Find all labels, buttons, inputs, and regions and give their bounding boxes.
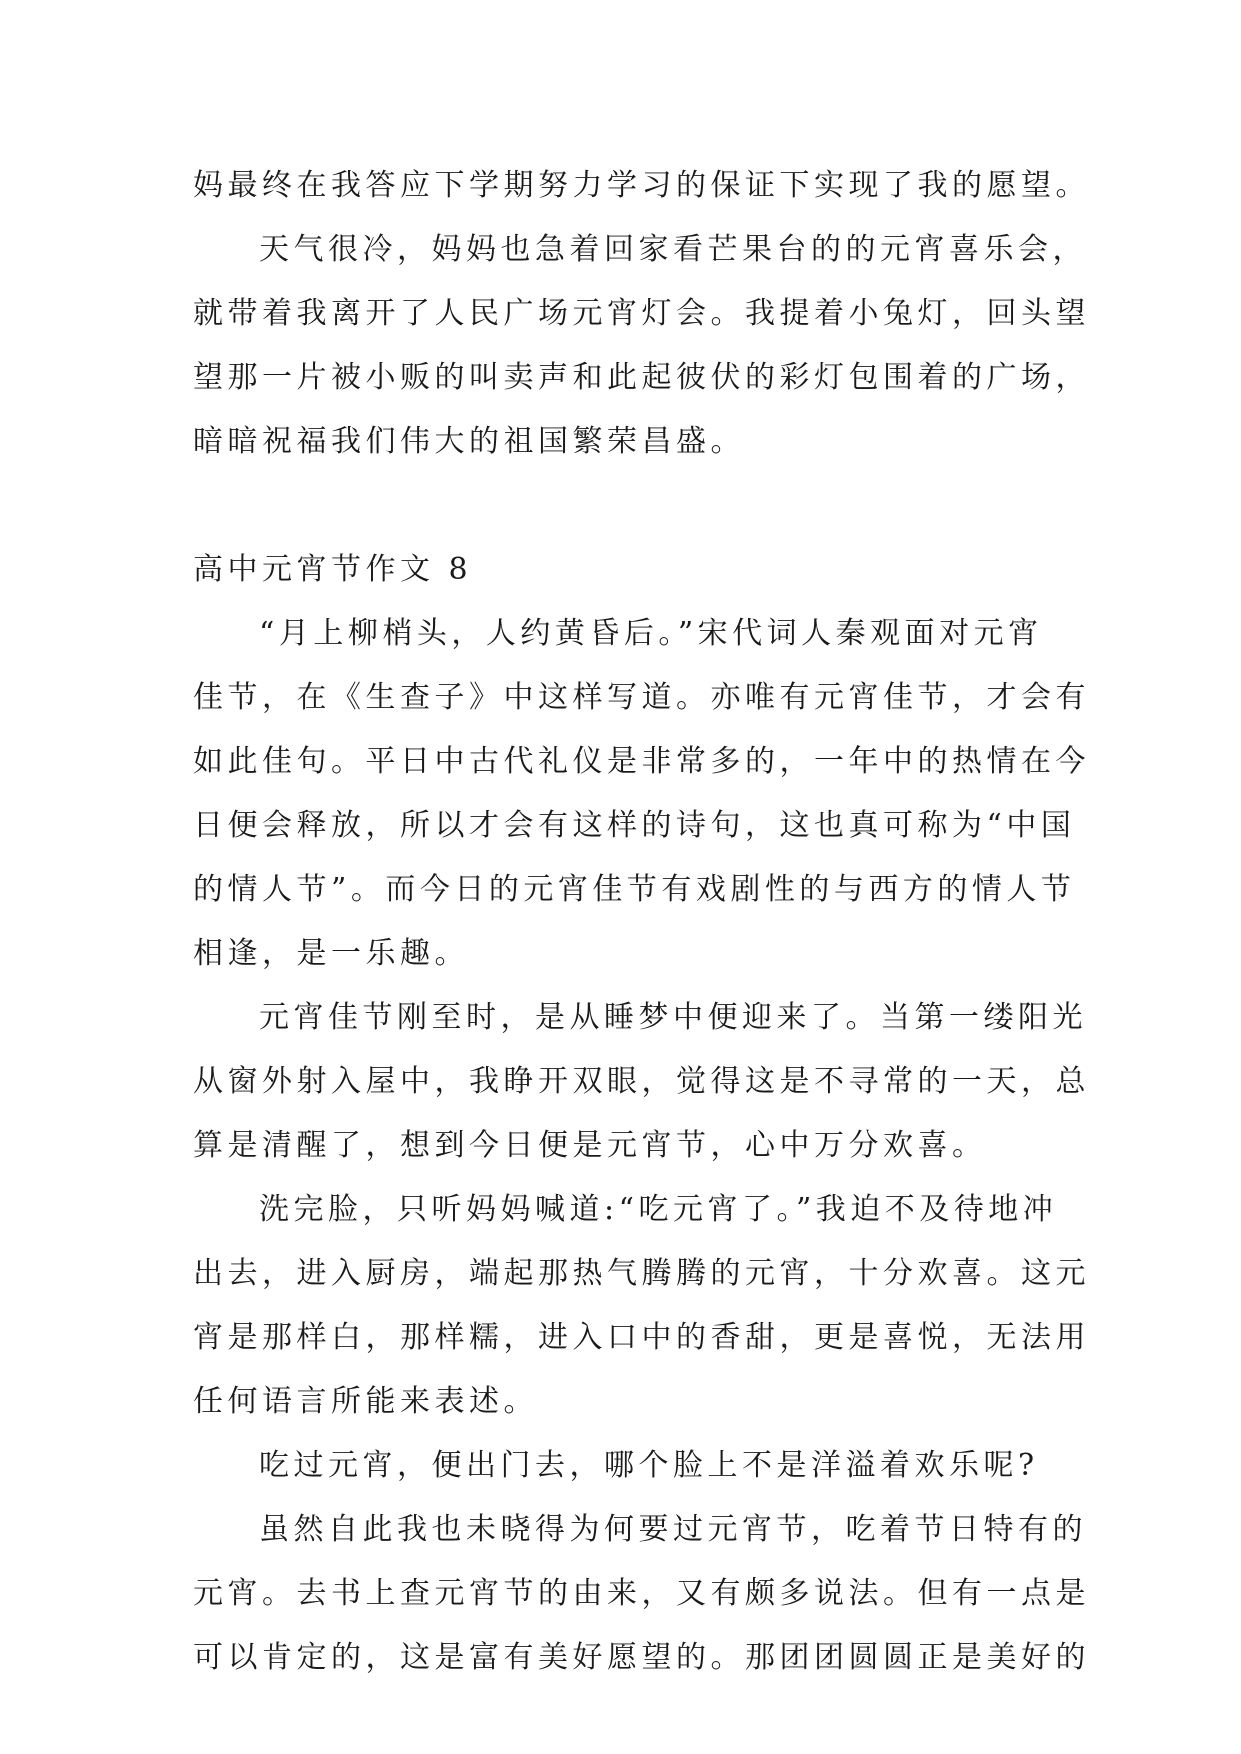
text-line: 宵是那样白，那样糯，进入口中的香甜，更是喜悦，无法用 [193, 1320, 1090, 1355]
paragraph [193, 986, 1090, 1178]
text-line: 算是清醒了，想到今日便是元宵节，心中万分欢喜。 [193, 1128, 987, 1163]
text-line: 的情人节”。而今日的元宵佳节有戏剧性的与西方的情人节 [193, 872, 1076, 907]
heading-text: 高中元宵节作文 8 [193, 552, 473, 587]
paragraph [193, 1178, 1090, 1434]
paragraph [193, 218, 1090, 474]
section-gap [193, 474, 1053, 538]
text-line: 吃过元宵，便出门去，哪个脸上不是洋溢着欢乐呢? [259, 1448, 1039, 1483]
text-line: 洗完脸，只听妈妈喊道:“吃元宵了。”我迫不及待地冲 [259, 1192, 1058, 1227]
text-line: 望那一片被小贩的叫卖声和此起彼伏的彩灯包围着的广场， [193, 360, 1090, 395]
text-line: 出去，进入厨房，端起那热气腾腾的元宵，十分欢喜。这元 [193, 1256, 1090, 1291]
text-line: 佳节，在《生查子》中这样写道。亦唯有元宵佳节，才会有 [193, 680, 1090, 715]
text-line: 任何语言所能来表述。 [193, 1384, 538, 1419]
text-line: 元宵。去书上查元宵节的由来，又有颇多说法。但有一点是 [193, 1576, 1090, 1611]
text-line: 就带着我离开了人民广场元宵灯会。我提着小兔灯，回头望 [193, 296, 1090, 331]
text-line: 虽然自此我也未晓得为何要过元宵节，吃着节日特有的 [259, 1512, 1087, 1547]
text-line: 暗暗祝福我们伟大的祖国繁荣昌盛。 [193, 424, 745, 459]
text-line: “月上柳梢头，人约黄昏后。”宋代词人秦观面对元宵 [259, 616, 1043, 651]
text-line: 从窗外射入屋中，我睁开双眼，觉得这是不寻常的一天，总 [193, 1064, 1090, 1099]
paragraph [193, 1498, 1090, 1690]
text-line: 元宵佳节刚至时，是从睡梦中便迎来了。当第一缕阳光 [259, 1000, 1087, 1035]
text-line: 相逢，是一乐趣。 [193, 936, 469, 971]
paragraph [193, 602, 1090, 986]
text-line: 天气很冷，妈妈也急着回家看芒果台的的元宵喜乐会， [259, 232, 1087, 267]
text-line: 日便会释放，所以才会有这样的诗句，这也真可称为“中国 [193, 808, 1076, 843]
document-page [193, 154, 1090, 1690]
text-line: 妈最终在我答应下学期努力学习的保证下实现了我的愿望。 [193, 168, 1090, 203]
paragraph [193, 154, 1090, 218]
text-line: 如此佳句。平日中古代礼仪是非常多的，一年中的热情在今 [193, 744, 1090, 779]
paragraph [193, 1434, 1053, 1498]
section-heading [193, 538, 1053, 602]
text-line: 可以肯定的，这是富有美好愿望的。那团团圆圆正是美好的 [193, 1640, 1090, 1675]
